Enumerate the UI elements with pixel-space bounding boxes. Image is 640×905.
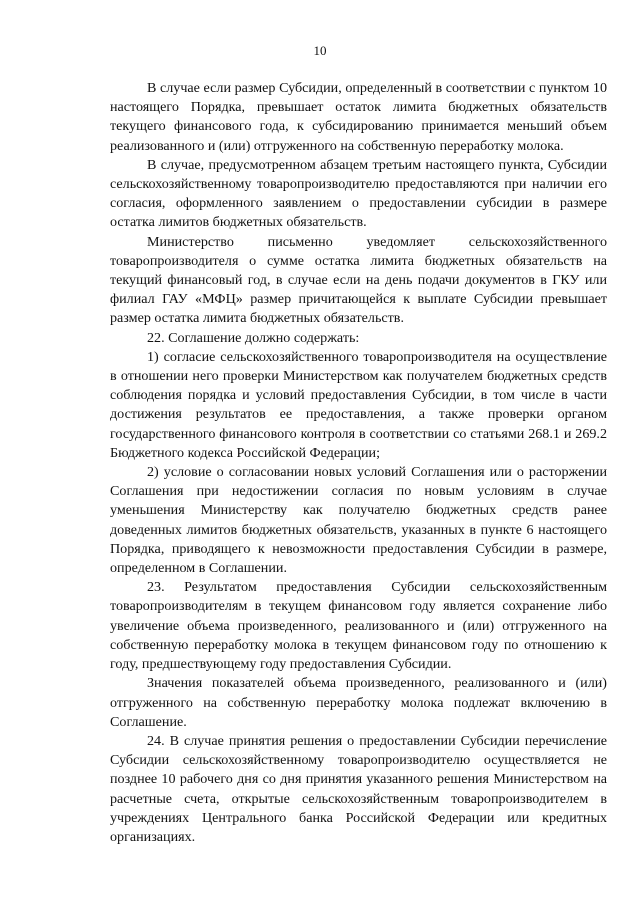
paragraph-indicator-values: Значения показателей объема произведенного, реализованного и (или) отгруженного на собственную переработку молока подлежат включению в Соглашение. <box>110 675 607 730</box>
paragraph-item-22-subitem-2: 2) условие о согласовании новых условий Соглашения или о расторжении Соглашения при недостижении согласия по новым условиям в случае уменьшения Министерству как получателю бюджетных средств ранее доведенных лимитов бюджетных обязательств, указанных в пункте 6 настоящего Порядка, приводящего к невозможности предоставления Субсидии в размере, определенном в Соглашении. <box>110 464 607 577</box>
paragraph-ministry-notification: Министерство письменно уведомляет сельскохозяйственного товаропроизводителя о сумме остатка лимита бюджетных обязательств на текущий финансовый год, в случае если на день подачи документов в ГКУ или филиал ГАУ «МФЦ» размер причитающейся к выплате Субсидии превышает размер остатка лимита бюджетных обязательств. <box>110 233 607 327</box>
page-number: 10 <box>313 43 327 58</box>
document-body <box>110 79 607 847</box>
paragraph-item-22-heading: 22. Соглашение должно содержать: <box>147 329 360 346</box>
paragraph-item-22-subitem-1: 1) согласие сельскохозяйственного товаропроизводителя на осуществление в отношении него проверки Министерством как получателем бюджетных средств соблюдения порядка и условий предоставления Субсидии, в том числе в части достижения результатов ее предоставления, а также проверки органом государственного финансового контроля в соответствии со статьями 268.1 и 269.2 Бюджетного кодекса Российской Федерации; <box>110 348 607 461</box>
paragraph-item-24-transfer: 24. В случае принятия решения о предоставлении Субсидии перечисление Субсидии сельскохозяйственному товаропроизводителю осуществляется не позднее 10 рабочего дня со дня принятия указанного решения Министерством на расчетные счета, открытые сельскохозяйственным товаропроизводителем в учреждениях Центрального банка Российской Федерации или кредитных организациях. <box>110 732 607 845</box>
paragraph-subsidy-limit: В случае если размер Субсидии, определенный в соответствии с пунктом 10 настоящего Порядка, превышает остаток лимита бюджетных обязательств текущего финансового года, к субсидированию принимается меньший объем реализованного и (или) отгруженного на собственную переработку молока. <box>110 80 607 154</box>
paragraph-item-23-result: 23. Результатом предоставления Субсидии сельскохозяйственным товаропроизводителям в текущем финансовом году является сохранение либо увеличение объема произведенного, реализованного и (или) отгруженного на собственную переработку молока в текущем финансовом году по отношению к году, предшествующему году предоставления Субсидии. <box>110 579 607 673</box>
paragraph-consent-condition: В случае, предусмотренном абзацем третьим настоящего пункта, Субсидии сельскохозяйственному товаропроизводителю предоставляются при наличии его согласия, оформленного заявлением о предоставлении субсидии в размере остатка лимитов бюджетных обязательств. <box>110 156 607 231</box>
